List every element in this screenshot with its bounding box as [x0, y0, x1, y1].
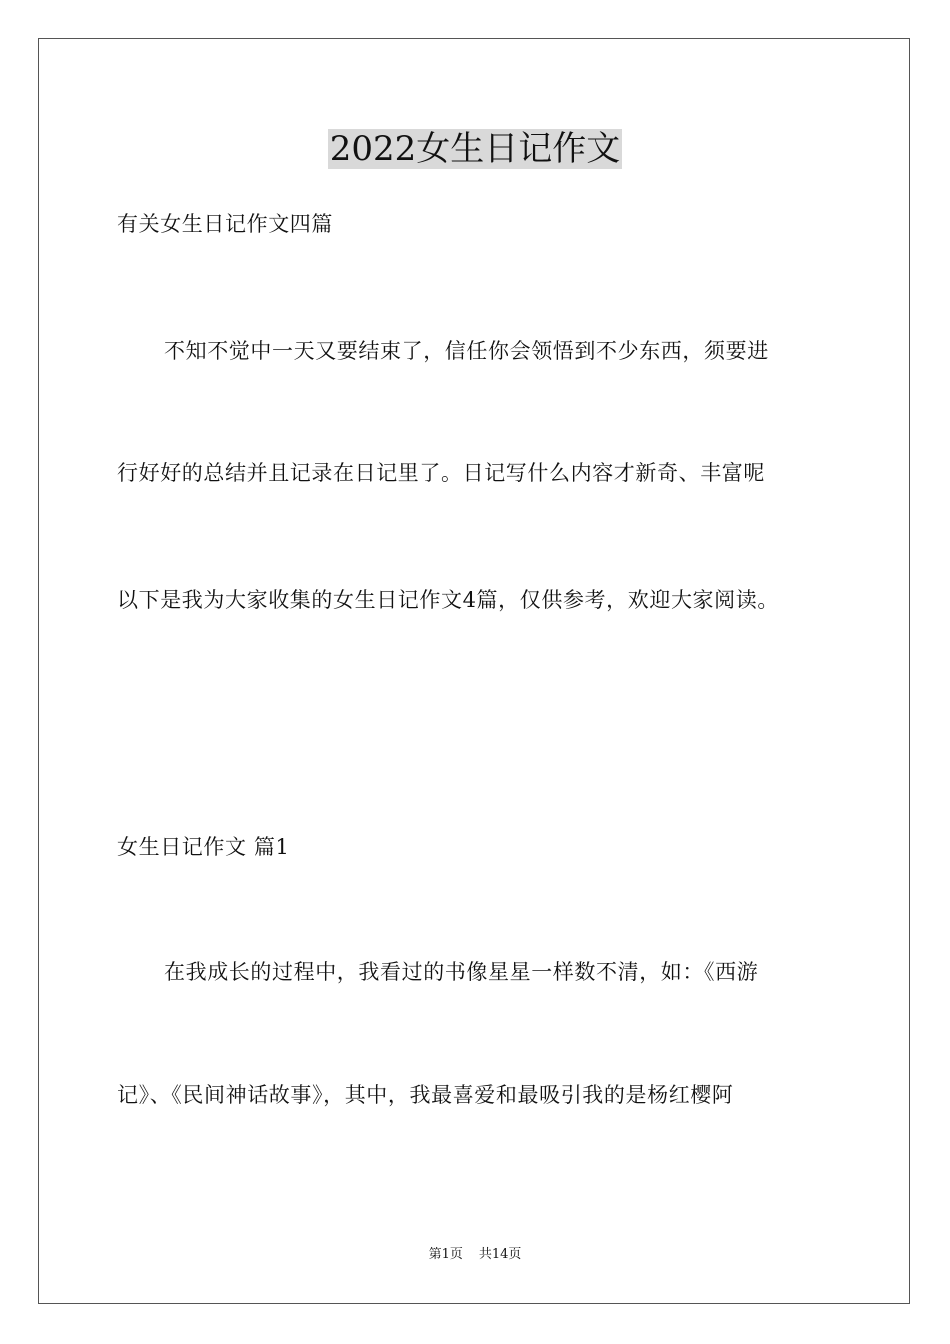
paragraph-line: 在我成长的过程中，我看过的书像星星一样数不清，如：《西游	[164, 960, 759, 984]
paragraph-line: 行好好的总结并且记录在日记里了。日记写什么内容才新奇、丰富呢	[117, 461, 765, 485]
document-title-text: 2022女生日记作文	[329, 129, 621, 169]
page-footer	[0, 1247, 950, 1263]
page-total: 共14页	[478, 1247, 522, 1262]
document-title	[0, 128, 950, 170]
section-heading: 女生日记作文 篇1	[117, 835, 290, 859]
page-number: 第1页	[428, 1247, 463, 1262]
paragraph-line: 记》、《民间神话故事》，其中，我最喜爱和最吸引我的是杨红樱阿	[117, 1083, 734, 1107]
document-subtitle: 有关女生日记作文四篇	[117, 212, 333, 236]
paragraph-line: 不知不觉中一天又要结束了，信任你会领悟到不少东西，须要进	[164, 339, 769, 363]
paragraph-line: 以下是我为大家收集的女生日记作文4篇，仅供参考，欢迎大家阅读。	[117, 588, 779, 612]
